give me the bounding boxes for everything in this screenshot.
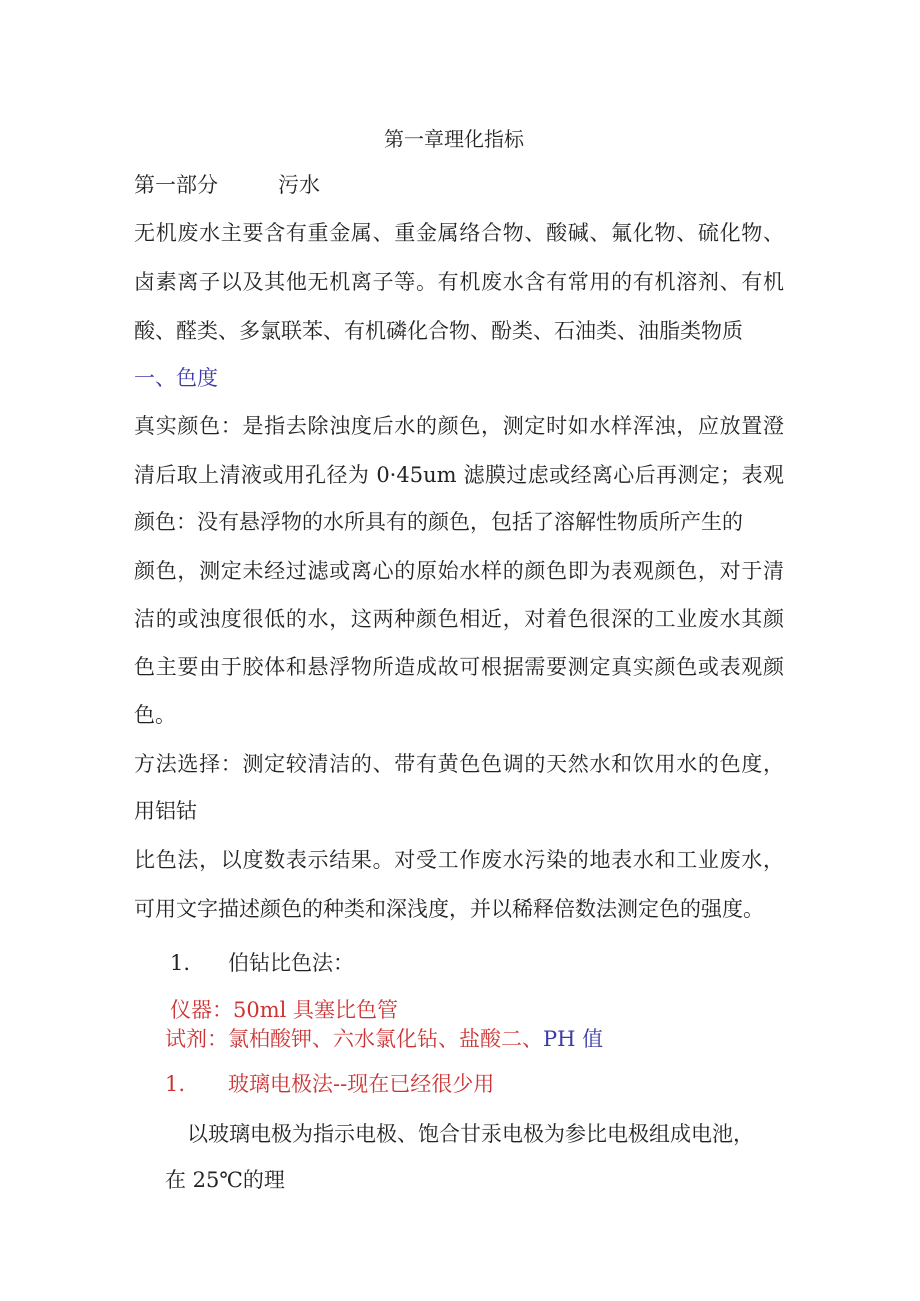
reagent-text: 试剂：氯柏酸钾、六水氯化钻、盐酸二、	[165, 1027, 543, 1051]
method-line: 方法选择：测定较清洁的、带有黄色色调的天然水和饮用水的色度，	[134, 752, 784, 776]
item-number: 1.	[170, 951, 191, 975]
intro-line: 无机废水主要含有重金属、重金属络合物、酸碱、氟化物、硫化物、	[134, 221, 784, 245]
method-line: 比色法，以度数表示结果。对受工作废水污染的地表水和工业废水，	[134, 848, 784, 872]
color-line: 清后取上清液或用孔径为 0·45um 滤膜过虑或经离心后再测定；表观	[134, 463, 784, 487]
color-line: 色。	[134, 703, 176, 727]
electrode-line: 在 25℃的理	[165, 1168, 285, 1192]
reagent-line	[165, 1025, 603, 1053]
intro-line: 卤素离子以及其他无机离子等。有机废水含有常用的有机溶剂、有机	[134, 270, 784, 294]
item-text: 玻璃电极法--现在已经很少用	[228, 1072, 495, 1096]
section-heading: 一、色度	[134, 366, 218, 390]
electrode-line: 以玻璃电极为指示电极、饱合甘汞电极为参比电极组成电池，	[187, 1122, 754, 1146]
intro-line: 酸、醛类、多氯联苯、有机磷化合物、酚类、石油类、油脂类物质	[134, 319, 743, 343]
page-title: 第一章理化指标	[384, 127, 524, 151]
part-label: 第一部分	[134, 173, 218, 197]
method-line: 可用文字描述颜色的种类和深浅度，并以稀释倍数法测定色的强度。	[134, 897, 764, 921]
item-text: 伯钻比色法：	[228, 951, 354, 975]
color-line: 颜色，测定未经过滤或离心的原始水样的颜色即为表观颜色，对于清	[134, 559, 784, 583]
method-line: 用铝钴	[134, 799, 197, 823]
color-line: 洁的或浊度很低的水，这两种颜色相近，对着色很深的工业废水其颜	[134, 607, 784, 631]
item-number: 1.	[165, 1072, 186, 1096]
part-name: 污水	[278, 173, 320, 197]
color-line: 色主要由于胶体和悬浮物所造成故可根据需要测定真实颜色或表观颜	[134, 655, 784, 679]
instrument-line: 仪器：50ml 具塞比色管	[170, 998, 399, 1022]
color-line: 真实颜色：是指去除浊度后水的颜色，测定时如水样浑浊，应放置澄	[134, 414, 784, 438]
color-line: 颜色：没有悬浮物的水所具有的颜色，包括了溶解性物质所产生的	[134, 510, 743, 534]
ph-label: PH 值	[543, 1027, 604, 1051]
